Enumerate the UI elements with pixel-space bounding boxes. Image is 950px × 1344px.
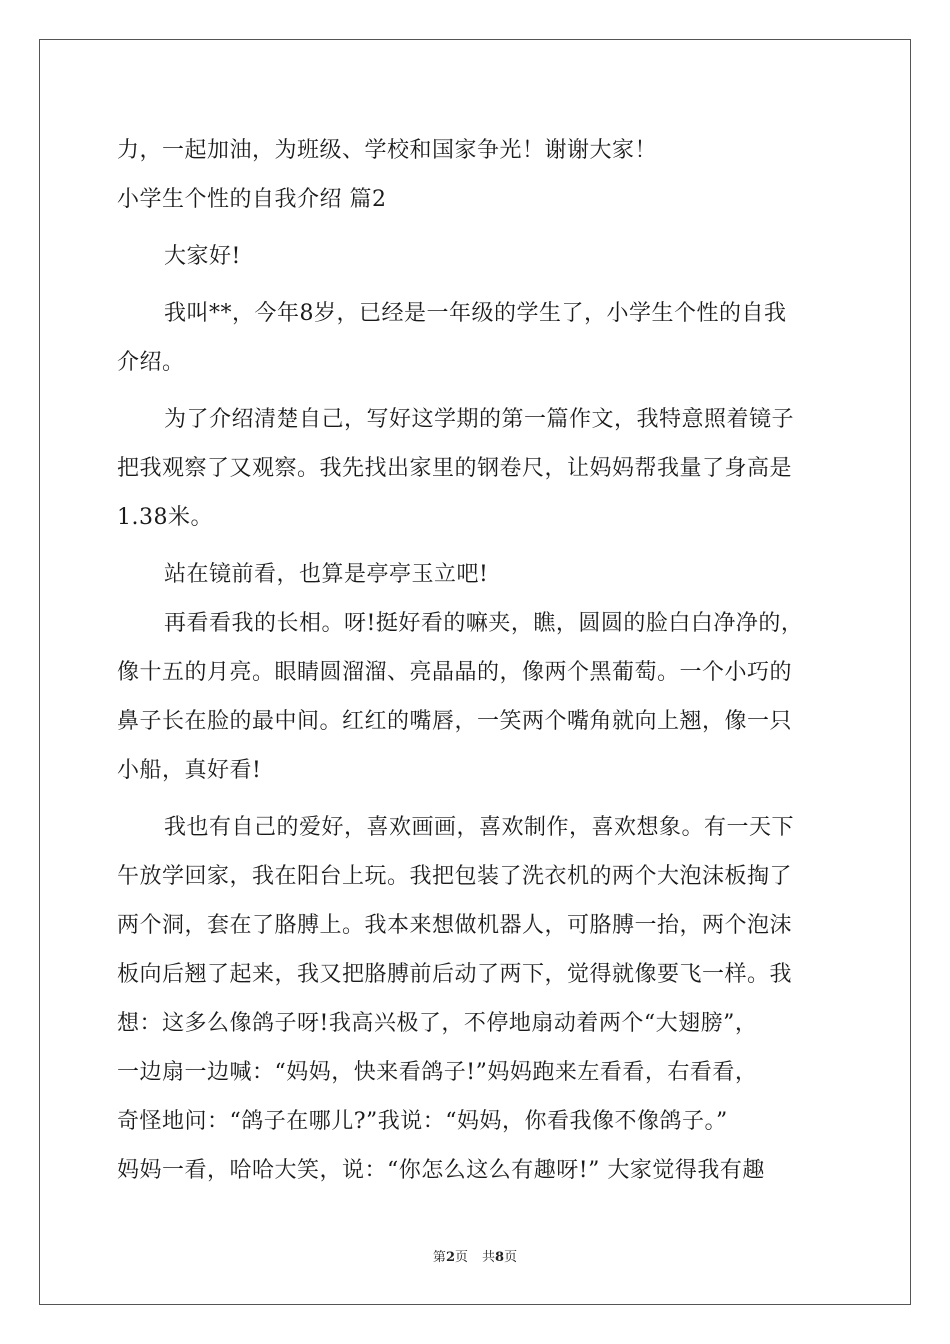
paragraph-line: 为了介绍清楚自己，写好这学期的第一篇作文，我特意照着镜子 bbox=[164, 407, 795, 432]
paragraph-line: 两个洞，套在了胳膊上。我本来想做机器人，可胳膊一抬，两个泡沫 bbox=[117, 913, 793, 938]
page-number: 第2页 bbox=[432, 1250, 468, 1265]
paragraph-line: 1.38米。 bbox=[117, 505, 213, 530]
paragraph-line: 站在镜前看，也算是亭亭玉立吧! bbox=[164, 562, 489, 587]
paragraph-line: 板向后翘了起来，我又把胳膊前后动了两下，觉得就像要飞一样。我 bbox=[117, 962, 793, 987]
section-heading: 小学生个性的自我介绍 篇2 bbox=[117, 187, 387, 212]
paragraph-line: 介绍。 bbox=[117, 350, 185, 375]
greeting-line: 大家好! bbox=[164, 244, 241, 269]
paragraph-line: 小船，真好看! bbox=[117, 758, 262, 783]
document-body bbox=[117, 126, 835, 1195]
paragraph-line: 把我观察了又观察。我先找出家里的钢卷尺，让妈妈帮我量了身高是 bbox=[117, 456, 793, 481]
paragraph-line: 鼻子长在脸的最中间。红红的嘴唇，一笑两个嘴角就向上翘，像一只 bbox=[117, 709, 793, 734]
paragraph-line: 像十五的月亮。眼睛圆溜溜、亮晶晶的，像两个黑葡萄。一个小巧的 bbox=[117, 660, 793, 685]
paragraph-line: 想：这多么像鸽子呀!我高兴极了，不停地扇动着两个“大翅膀”， bbox=[117, 1011, 758, 1036]
total-pages: 共8页 bbox=[482, 1250, 518, 1265]
paragraph-line: 午放学回家，我在阳台上玩。我把包装了洗衣机的两个大泡沫板掏了 bbox=[117, 864, 793, 889]
paragraph-line: 我叫**，今年8岁，已经是一年级的学生了，小学生个性的自我 bbox=[164, 301, 787, 326]
paragraph-line: 力，一起加油，为班级、学校和国家争光！谢谢大家！ bbox=[117, 138, 658, 163]
paragraph-line: 妈妈一看，哈哈大笑，说：“你怎么这么有趣呀!” 大家觉得我有趣 bbox=[117, 1158, 765, 1183]
paragraph-line: 一边扇一边喊：“妈妈，快来看鸽子!”妈妈跑来左看看，右看看， bbox=[117, 1060, 758, 1085]
paragraph-line: 奇怪地问：“鸽子在哪儿?”我说：“妈妈，你看我像不像鸽子。” bbox=[117, 1109, 728, 1134]
paragraph-line: 再看看我的长相。呀!挺好看的嘛夹，瞧，圆圆的脸白白净净的， bbox=[164, 611, 804, 636]
paragraph-line: 我也有自己的爱好，喜欢画画，喜欢制作，喜欢想象。有一天下 bbox=[164, 815, 795, 840]
page-footer bbox=[0, 1246, 950, 1265]
